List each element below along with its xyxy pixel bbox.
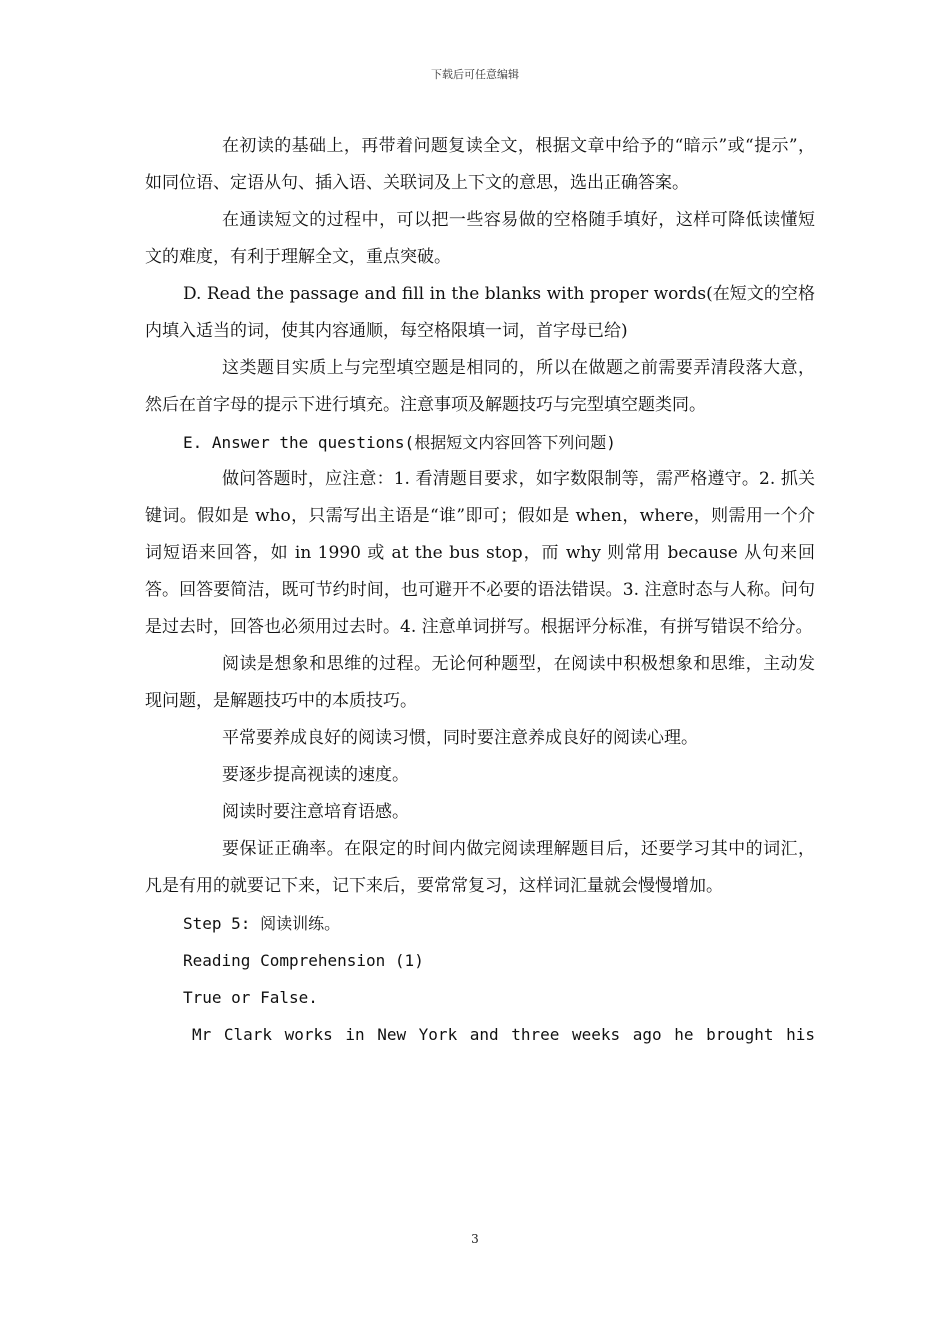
paragraph-reading-strategy: 在初读的基础上，再带着问题复读全文，根据文章中给予的“暗示”或“提示”，如同位语、定语从句、插入语、关联词及上下文的意思，选出正确答案。 [145, 136, 815, 193]
paragraph-accuracy: 要保证正确率。在限定的时间内做完阅读理解题目后，还要学习其中的词汇，凡是有用的就要记下来，记下来后，要常常复习，这样词汇量就会慢慢增加。 [145, 839, 815, 896]
paragraph-fill-easy-blanks: 在通读短文的过程中，可以把一些容易做的空格随手填好，这样可降低读懂短文的难度，有利于理解全文，重点突破。 [145, 210, 815, 267]
paragraph-cloze-tips: 这类题目实质上与完型填空题是相同的，所以在做题之前需要弄清段落大意，然后在首字母的提示下进行填充。注意事项及解题技巧与完型填空题类同。 [145, 358, 815, 415]
paragraph-language-sense: 阅读时要注意培育语感。 [222, 802, 409, 822]
paragraph-answer-tips: 做问答题时，应注意：1. 看清题目要求，如字数限制等，需严格遵守。2. 抓关键词。假如是 who，只需写出主语是“谁”即可；假如是 when，where，则需用一个介词短语来回答，如 in 1990 或 at the bus stop，而 why 则常用 because 从句来回答。回答要简洁，既可节约时间，也可避开不必要的语法错误。3. 注意时态与人称。问句是过去时，回答也必须用过去时。4. 注意单词拼写。根据评分标准，有拼写错误不给分。 [145, 469, 815, 637]
section-d-heading: D. Read the passage and fill in the blanks with proper words(在短文的空格内填入适当的词，使其内容通顺，每空格限填一词，首字母已给) [145, 284, 815, 341]
reading-comprehension-title: Reading Comprehension (1) [183, 951, 424, 970]
document-body [145, 128, 815, 1053]
paragraph-reading-speed: 要逐步提高视读的速度。 [222, 765, 409, 785]
page-number: 3 [471, 1232, 479, 1246]
section-e-heading: E. Answer the questions(根据短文内容回答下列问题) [183, 433, 616, 452]
step-5-heading: Step 5: 阅读训练。 [183, 914, 341, 933]
passage-first-line: Mr Clark works in New York and three weeks ago he brought his [192, 1025, 815, 1044]
page-header: 下载后可任意编辑 [431, 68, 519, 81]
paragraph-reading-thinking: 阅读是想象和思维的过程。无论何种题型，在阅读中积极想象和思维，主动发现问题，是解题技巧中的本质技巧。 [145, 654, 815, 711]
paragraph-reading-habits: 平常要养成良好的阅读习惯，同时要注意养成良好的阅读心理。 [222, 728, 698, 748]
true-or-false-label: True or False. [183, 988, 318, 1007]
